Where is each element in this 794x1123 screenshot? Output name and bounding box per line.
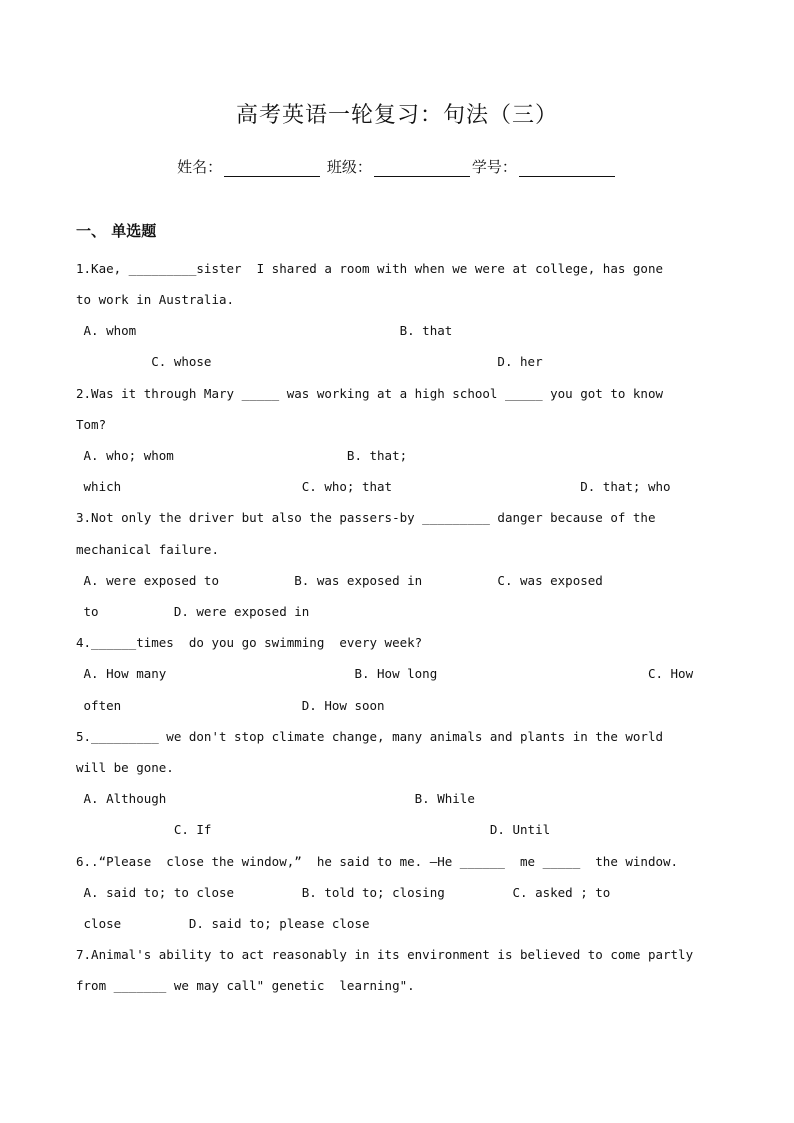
question-6-options-2: close D. said to; please close [76, 916, 370, 931]
question-2-options-2: which C. who; that D. that; who [76, 479, 671, 494]
question-5-line-1: 5._________ we don't stop climate change, many animals and plants in the world [76, 729, 663, 744]
question-1-line-1: 1.Kae, _________sister I shared a room with when we were at college, has gone [76, 261, 663, 276]
section-heading: 一、 单选题 [76, 222, 157, 240]
student-info-row [0, 156, 794, 177]
question-3-options-2: to D. were exposed in [76, 604, 310, 619]
question-5-line-2: will be gone. [76, 760, 174, 775]
question-2-line-1: 2.Was it through Mary _____ was working at a high school _____ you got to know [76, 386, 663, 401]
question-6-line-1: 6..“Please close the window,” he said to me. —He ______ me _____ the window. [76, 854, 679, 869]
question-1-line-2: to work in Australia. [76, 292, 235, 307]
question-4-line-1: 4.______times do you go swimming every week? [76, 635, 423, 650]
id-label: 学号： [471, 158, 517, 176]
name-label: 姓名： [177, 158, 223, 176]
question-3-line-2: mechanical failure. [76, 542, 219, 557]
question-2-options-1: A. who; whom B. that; [76, 448, 408, 463]
question-1-options-1: A. whom B. that [76, 323, 453, 338]
page-title: 高考英语一轮复习：句法（三） [235, 103, 558, 128]
question-5-options-2: C. If D. Until [76, 822, 551, 837]
class-label: 班级： [326, 158, 372, 176]
question-3-line-1: 3.Not only the driver but also the passers-by _________ danger because of the [76, 510, 656, 525]
question-1-options-2: C. whose D. her [76, 354, 543, 369]
question-3-options-1: A. were exposed to B. was exposed in C. was exposed [76, 573, 603, 588]
id-blank [519, 161, 615, 177]
question-5-options-1: A. Although B. While [76, 791, 475, 806]
name-blank [224, 161, 320, 177]
question-2-line-2: Tom? [76, 417, 107, 432]
question-4-options-2: often D. How soon [76, 698, 385, 713]
question-7-line-2: from _______ we may call" genetic learning". [76, 978, 415, 993]
question-6-options-1: A. said to; to close B. told to; closing C. asked ; to [76, 885, 611, 900]
question-4-options-1: A. How many B. How long C. How [76, 666, 694, 681]
class-blank [374, 161, 470, 177]
question-7-line-1: 7.Animal's ability to act reasonably in its environment is believed to come partly [76, 947, 694, 962]
